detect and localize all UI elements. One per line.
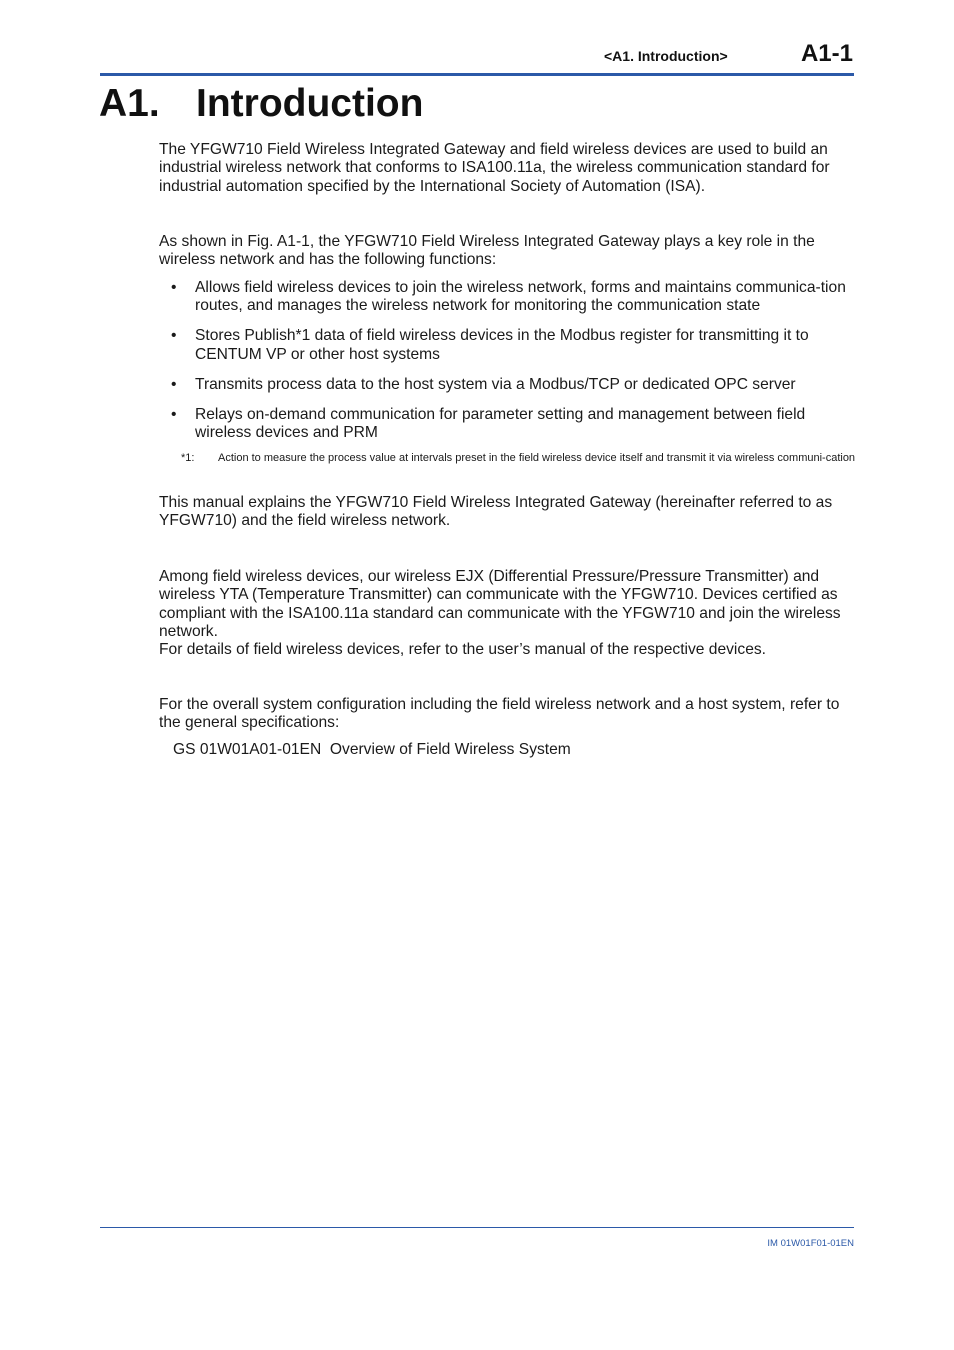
bullet-marker: • — [171, 405, 177, 423]
paragraph-device-details: For details of field wireless devices, refer to the user’s manual of the respective devices. — [159, 641, 766, 658]
chapter-title-text: Introduction — [196, 82, 424, 125]
list-item — [159, 279, 859, 316]
bullet-marker: • — [171, 375, 177, 393]
footer-rule — [100, 1227, 854, 1228]
footer-document-id: IM 01W01F01-01EN — [767, 1238, 854, 1249]
reference-title: Overview of Field Wireless System — [329, 741, 571, 758]
list-item — [159, 327, 859, 364]
header-rule — [100, 73, 854, 76]
list-item-text: Stores Publish*1 data of field wireless devices in the Modbus register for transmitting it to CENTUM VP or other host systems — [195, 327, 809, 363]
list-item — [159, 406, 859, 443]
chapter-title — [99, 82, 423, 126]
paragraph-devices: Among field wireless devices, our wireless EJX (Differential Pressure/Pressure Transmitter) and wireless YTA (Temperature Transmitter) can communicate with the YFGW710. Devices certified as compliant with the ISA100.11a standard can communicate with the YFGW710 and join the wireless network. — [159, 568, 841, 641]
paragraph-system-config: For the overall system configuration including the field wireless network and a host system, refer to the general specifications: — [159, 696, 840, 732]
footnote-text: Action to measure the process value at intervals preset in the field wireless device itself and transmit it via wireless communi-cation — [218, 452, 856, 464]
footnote-mark: *1: — [181, 452, 195, 464]
paragraph-manual-scope: This manual explains the YFGW710 Field Wireless Integrated Gateway (hereinafter referred to as YFGW710) and the field wireless network. — [159, 494, 833, 530]
list-item-text: Relays on-demand communication for parameter setting and management between field wireless devices and PRM — [195, 405, 806, 441]
list-item-text: Allows field wireless devices to join the wireless network, forms and maintains communica-tion routes, and manages the wireless network for monitoring the communication state — [195, 279, 846, 315]
paragraph-functions-intro: As shown in Fig. A1-1, the YFGW710 Field Wireless Integrated Gateway plays a key role in the wireless network and has the following functions: — [159, 233, 815, 269]
paragraph-intro: The YFGW710 Field Wireless Integrated Gateway and field wireless devices are used to build an industrial wireless network that conforms to ISA100.11a, the wireless communication standard for industrial automation specified by the International Society of Automation (ISA). — [159, 141, 830, 195]
bullet-marker: • — [171, 327, 177, 345]
footnote — [181, 451, 857, 465]
header-page-number: A1-1 — [800, 40, 853, 67]
bullet-marker: • — [171, 279, 177, 296]
function-list — [159, 279, 859, 454]
reference-document — [173, 741, 571, 759]
header-section-label: <A1. Introduction> — [604, 48, 728, 64]
list-item — [159, 376, 859, 394]
list-item-text: Transmits process data to the host system via a Modbus/TCP or dedicated OPC server — [195, 375, 796, 393]
reference-code: GS 01W01A01-01EN — [173, 741, 322, 758]
chapter-number: A1. — [99, 82, 160, 125]
